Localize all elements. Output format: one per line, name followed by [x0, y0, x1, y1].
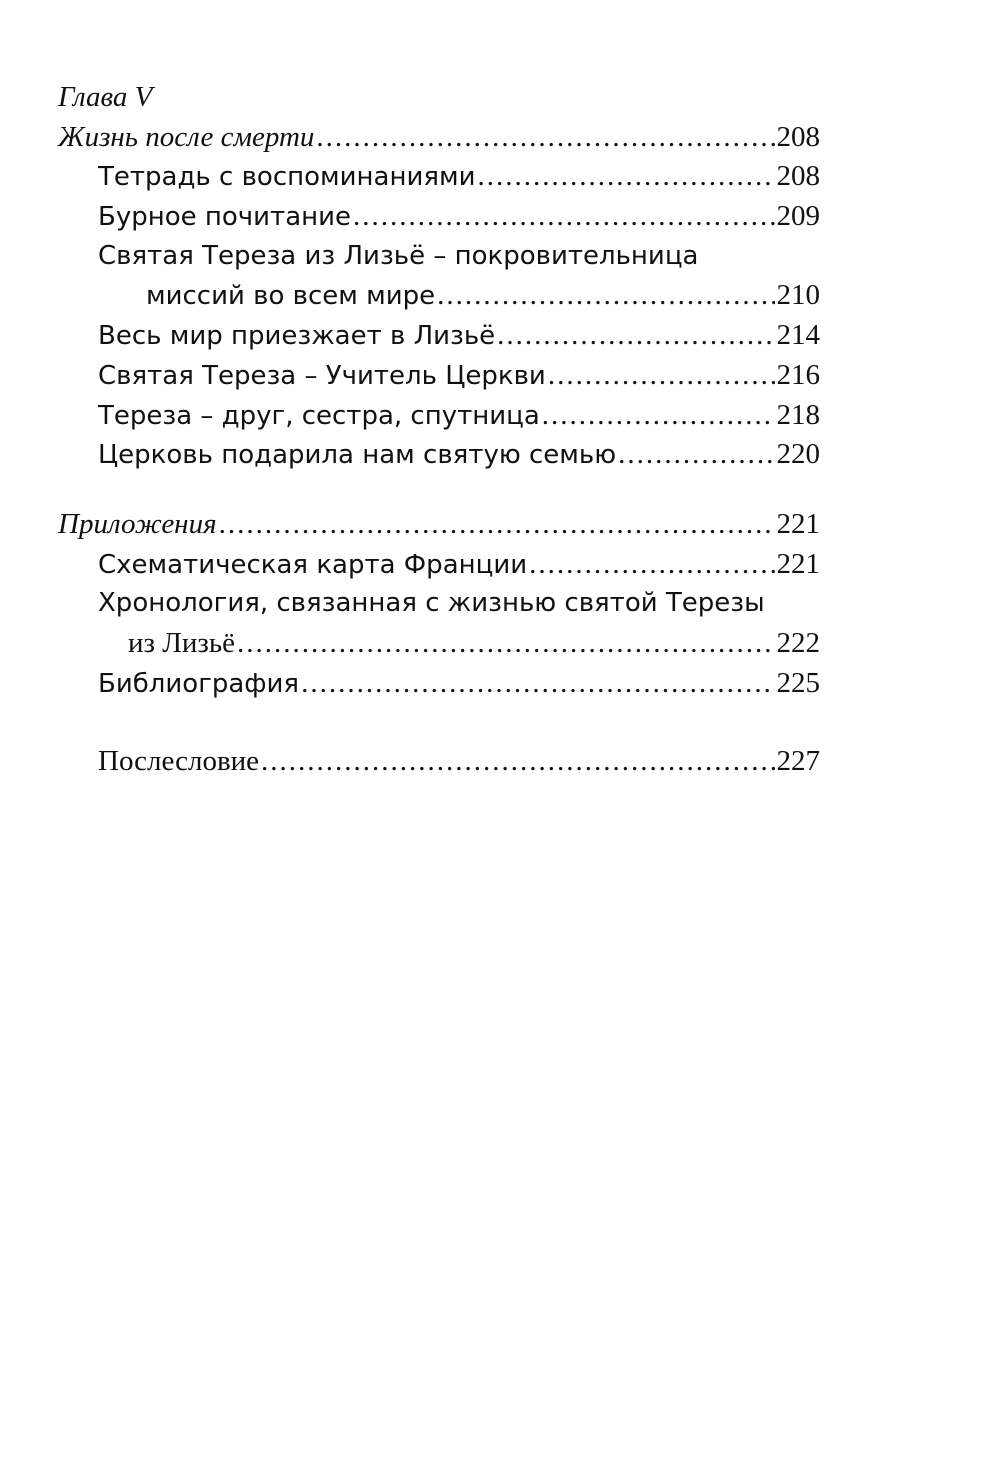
- page-number: 210: [776, 279, 820, 312]
- toc-entry-label: Весь мир приезжает в Лизьё: [98, 321, 496, 352]
- toc-entry-label: Святая Тереза из Лизьё – покровительница: [98, 240, 699, 271]
- toc-entry-label: Жизнь после смерти: [58, 120, 315, 153]
- toc-entry-label: Тереза – друг, сестра, спутница: [98, 400, 540, 431]
- toc-entry[interactable]: [58, 157, 820, 197]
- toc-entry[interactable]: [58, 356, 820, 396]
- toc-entry-label: Библиография: [98, 668, 300, 699]
- toc-entry-label: Святая Тереза – Учитель Церкви: [98, 360, 546, 391]
- dot-leader: [237, 624, 775, 664]
- page-number: 222: [776, 626, 820, 659]
- toc-entry-label-continuation: миссий во всем мире: [146, 281, 436, 312]
- toc-entry[interactable]: [58, 396, 820, 436]
- page-number: 218: [776, 398, 820, 431]
- dot-leader: [478, 157, 775, 197]
- dot-leader: [219, 505, 775, 545]
- toc-entry-label: Хронология, связанная с жизнью святой Терезы: [98, 588, 765, 619]
- dot-leader: [353, 197, 774, 237]
- toc-entry-label: Бурное почитание: [98, 202, 352, 233]
- toc-entry[interactable]: [58, 435, 820, 475]
- toc-entry[interactable]: [58, 316, 820, 356]
- toc-entry[interactable]: [58, 197, 820, 237]
- toc-entry-afterword[interactable]: [58, 742, 820, 782]
- page-number: 209: [776, 200, 820, 233]
- section-spacer: [58, 703, 820, 742]
- toc-entry-chapter-title[interactable]: [58, 118, 820, 158]
- toc-entry-label-continuation: из Лизьё: [128, 626, 235, 659]
- dot-leader: [542, 396, 775, 436]
- chapter-heading-text: Глава V: [58, 81, 153, 113]
- toc-entry-first-line[interactable]: [58, 237, 820, 277]
- dot-leader: [261, 742, 774, 782]
- table-of-contents: [58, 78, 820, 782]
- toc-entry-first-line[interactable]: [58, 584, 820, 624]
- page-number: 221: [776, 507, 820, 540]
- toc-entry-label: Тетрадь с воспоминаниями: [98, 162, 476, 193]
- page-number: 220: [776, 438, 820, 471]
- dot-leader: [301, 664, 774, 704]
- section-spacer: [58, 475, 820, 505]
- chapter-heading: [58, 78, 820, 118]
- dot-leader: [316, 118, 774, 158]
- toc-entry-appendix-title[interactable]: [58, 505, 820, 545]
- dot-leader: [529, 545, 774, 585]
- dot-leader: [437, 276, 774, 316]
- toc-entry-label: Церковь подарила нам святую семью: [98, 440, 617, 471]
- page-number: 208: [776, 120, 820, 153]
- dot-leader: [548, 356, 775, 396]
- dot-leader: [497, 316, 774, 356]
- toc-entry-label: Послесловие: [98, 745, 260, 778]
- toc-entry-label: Приложения: [58, 507, 217, 540]
- page-number: 221: [776, 547, 820, 580]
- page-number: 216: [776, 358, 820, 391]
- toc-entry-continuation[interactable]: [58, 624, 820, 664]
- toc-entry[interactable]: [58, 545, 820, 585]
- page-number: 208: [776, 160, 820, 193]
- page-number: 227: [776, 745, 820, 778]
- page-number: 214: [776, 319, 820, 352]
- dot-leader: [618, 435, 774, 475]
- toc-entry-label: Схематическая карта Франции: [98, 549, 528, 580]
- toc-entry[interactable]: [58, 664, 820, 704]
- page-number: 225: [776, 666, 820, 699]
- toc-entry-continuation[interactable]: [58, 276, 820, 316]
